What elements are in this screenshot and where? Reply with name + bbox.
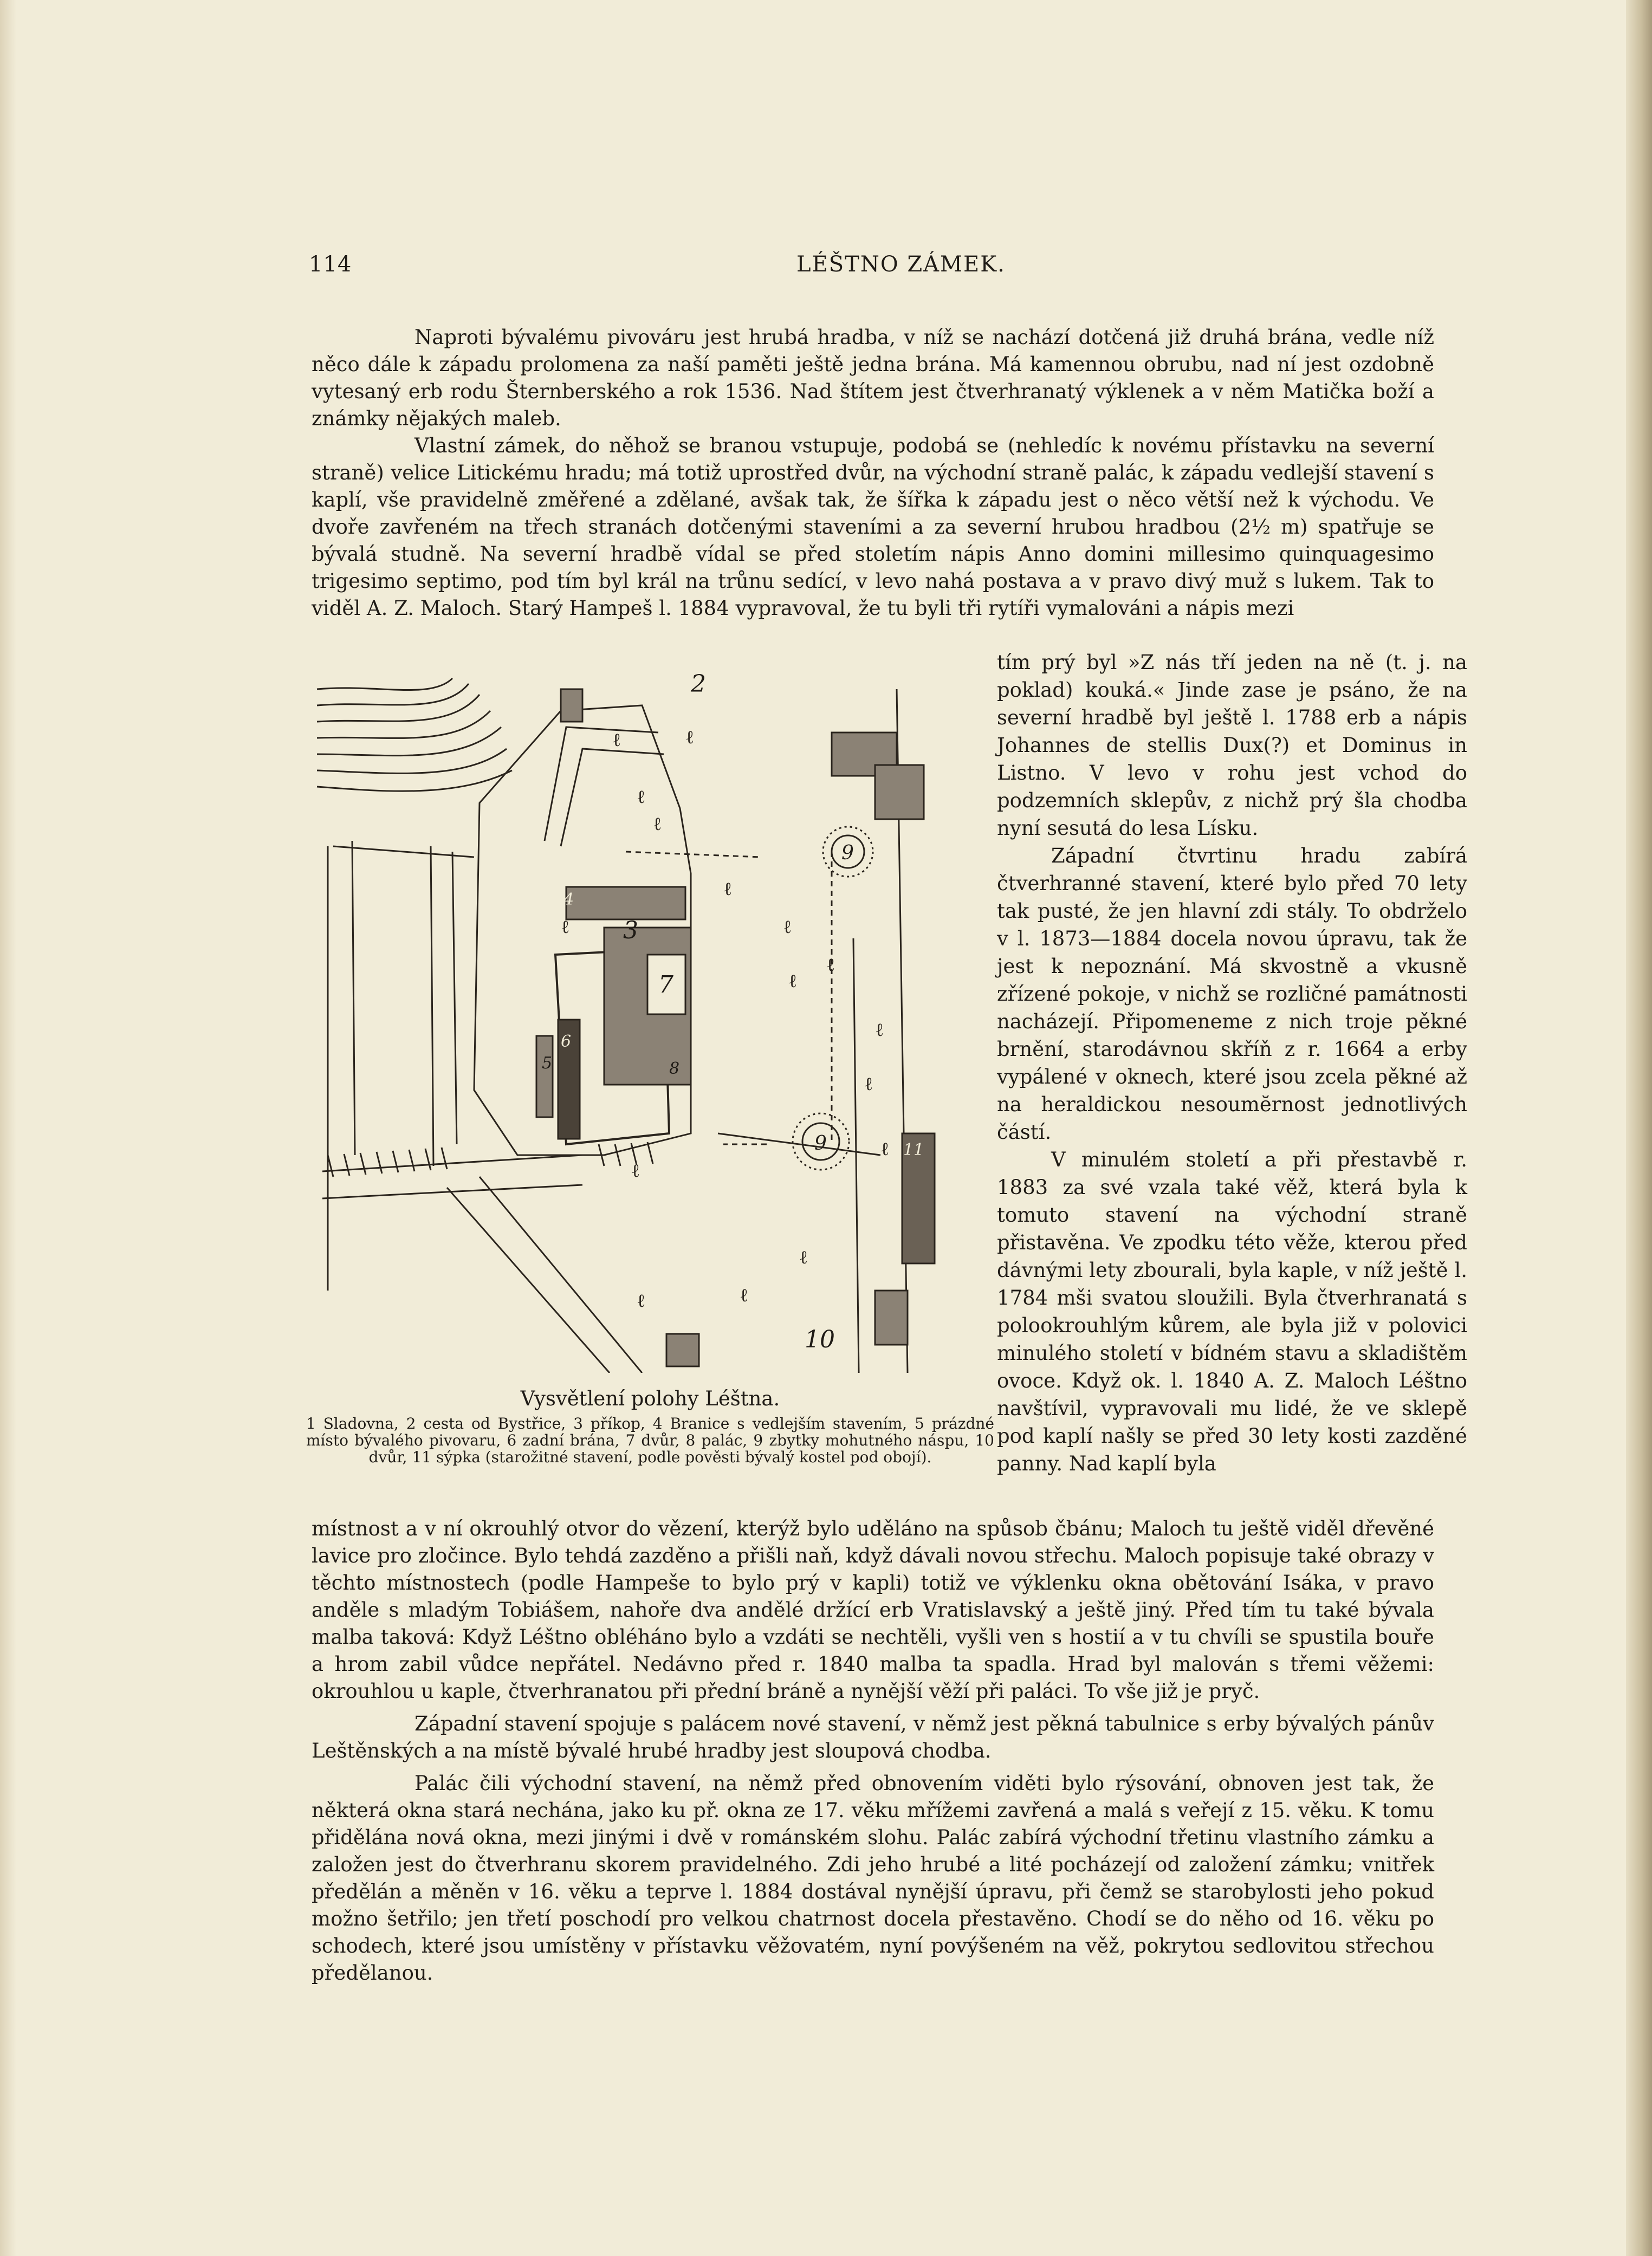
castle-plan-figure	[312, 667, 989, 1373]
svg-text:ℓ: ℓ	[723, 878, 733, 900]
plan-label-moat: 3	[623, 917, 638, 944]
paragraph-zapadni-staveni: Západní stavení spojuje s palácem nové stavení, v němž jest pěkná tabulnice s erby bývalých pánův Leštěnských a na místě bývalé hrubé hradby jest sloupová chodba.	[312, 1712, 1434, 1762]
continuation-text	[312, 1515, 1434, 1987]
side-column-text	[997, 649, 1467, 1477]
svg-text:ℓ: ℓ	[561, 916, 570, 938]
castle-plan-map	[312, 667, 989, 1373]
page-header	[309, 252, 1528, 279]
svg-text:ℓ: ℓ	[864, 1073, 873, 1095]
paragraph-zapadni-ctvrtina: Západní čtvrtinu hradu zabírá čtverhranné stavení, které bylo před 70 lety tak pusté, že jen hlavní zdi stály. To obdrželo v l. 1873—1884 docela novou úpravu, tak že jest k nepoznání. Má skvostně a vkusně zřízené pokoje, v nichž se rozličné památnosti nacházejí. Připomeneme z nich troje pěkné brnění, starodávnou skříň z r. 1664 a erby vypálené v oknech, které jsou zcela pěkné až na heraldickou nesoumĕrnost jednotlivých částí.	[997, 844, 1467, 1144]
svg-text:ℓ: ℓ	[637, 786, 646, 808]
figure-caption	[306, 1387, 994, 1466]
svg-text:ℓ: ℓ	[612, 729, 621, 751]
paragraph-brana: Naproti bývalému pivováru jest hrubá hradba, v níž se nachází dotčená již druhá brána, vedle níž něco dále k západu prolomena za naší paměti ještě jedna brána. Má kamennou obrubu, nad ní jest ozdobně vytesaný erb rodu Šternberského a rok 1536. Nad štítem jest čtverhranatý výklenek a v něm Matička boží a známky nějakých maleb.	[312, 326, 1434, 430]
svg-text:ℓ: ℓ	[880, 1138, 890, 1160]
svg-text:ℓ: ℓ	[788, 970, 798, 992]
page-number: 114	[309, 252, 352, 277]
running-title: LÉŠTNO ZÁMEK.	[796, 252, 1006, 277]
plan-label-courtyard: 7	[658, 971, 673, 999]
paragraph-mistnost: místnost a v ní okrouhlý otvor do vězení, kterýž bylo uděláno na spůsob čbánu; Maloch tu ještě viděl dřevěné lavice pro zločince. Bylo tehdá zazděno a přišli naň, když dávali novou střechu. Maloch popisuje také obrazy v těchto místnostech (podle Hampeše to bylo prý v kapli) totiž ve výklenku okna obětování Isáka, v pravo anděle s mladým Tobiášem, nahoře dva andělé držící erb Vratislavský a ještě jiný. Před tím tu také bývala malba taková: Když Léštno obléháno bylo a vzdáti se nechtěli, vyšli ven s hostií a v tu chvíli se spustila bouře a hrom zabil vůdce nepřátel. Nedávno před r. 1840 malba ta spadla. Hrad byl malován s třemi věžemi: okrouhlou u kaple, čtverhranatou při přední bráně a nynější věží při paláci. To vše již je pryč.	[312, 1517, 1434, 1703]
svg-text:ℓ: ℓ	[799, 1247, 808, 1268]
svg-text:ℓ: ℓ	[783, 916, 792, 938]
svg-text:ℓ: ℓ	[653, 813, 662, 835]
plan-label-rampart-north: 9	[841, 842, 854, 864]
plan-label-granary: 11	[903, 1140, 924, 1159]
paragraph-vlastni-zamek: Vlastní zámek, do něhož se branou vstupuje, podobá se (nehledíc k novému přístavku na severní straně) velice Litickému hradu; má totiž uprostřed dvůr, na východní straně palác, k západu vedlejší stavení s kaplí, vše pravidelně změřené a zdělané, avšak tak, že šířka k západu jest o něco větší než k východu. Ve dvoře zavřeném na třech stranách dotčenými staveními a za severní hrubou hradbou (2½ m) spatřuje se bývalá studně. Na severní hradbě vídal se před stoletím nápis Anno domini millesimo quinquagesimo trigesimo septimo, pod tím byl král na trůnu sedící, v levo nahá postava a v pravo divý muž s lukem. Tak to viděl A. Z. Maloch. Starý Hampeš l. 1884 vypravoval, že tu byli tři rytíři vymalováni a nápis mezi	[312, 434, 1434, 620]
plan-label-road: 2	[691, 670, 706, 698]
svg-text:ℓ: ℓ	[631, 1160, 640, 1182]
plan-label-rampart-south: 9	[814, 1132, 827, 1155]
plan-label-rear-gate: 6	[561, 1032, 572, 1051]
paragraph-palac: Palác čili východní stavení, na němž před obnovením viděti bylo rýsování, obnoven jest tak, že některá okna stará nechána, jako ku př. okna ze 17. věku mřížemi zavřená a malá s veřejí z 15. věku. K tomu přidělána nová okna, mezi jinými i dvě v románském slohu. Palác zabírá východní třetinu vlastního zámku a založen jest do čtverhranu skorem pravidelného. Zdi jeho hrubé a lité pocházejí od založení zámku; vnitřek předělán a měněn v 16. věku a teprve l. 1884 dostával nynější úpravu, při čemž se starobylosti jeho pokud možno šetřilo; jen třetí poschodí pro velkou chatrnost docela přestavěno. Chodí se do něho od 16. věku po schodech, které jsou umístěny v přístavku věžovatém, nyní povýšeném na věž, pokrytou sedlovitou střechou předělanou.	[312, 1772, 1434, 1985]
plan-label-gatehouse: 4	[563, 890, 574, 909]
page-edge-right	[1626, 0, 1652, 2256]
paragraph-napis: tím prý byl »Z nás tří jeden na ně (t. j. na poklad) kouká.« Jinde zase je psáno, že na severní hradbě byl ještě l. 1788 erb a nápis Johannes de stellis Dux(?) et Dominus in Listno. V levo v rohu jest vchod do podzemních sklepův, z nichž prý šla chodba nyní sesutá do lesa Lísku.	[997, 651, 1467, 840]
page-edge-left	[0, 0, 16, 2256]
caption-title: Vysvětlení polohy Léštna.	[520, 1387, 780, 1410]
svg-text:ℓ: ℓ	[875, 1019, 884, 1041]
svg-text:ℓ: ℓ	[826, 954, 835, 976]
caption-legend: 1 Sladovna, 2 cesta od Bystřice, 3 příkop, 4 Branice s vedlejším stavením, 5 prázdné místo bývalého pivovaru, 6 zadní brána, 7 dvůr, 8 palác, 9 zbytky mohutného náspu, 10 dvůr, 11 sýpka (starožitné stavení, podle pověsti bývalý kostel pod obojí).	[306, 1415, 994, 1466]
plan-label-yard: 10	[805, 1326, 835, 1353]
svg-text:ℓ: ℓ	[685, 727, 695, 748]
plan-label-brewery: 5	[542, 1054, 553, 1073]
svg-text:ℓ: ℓ	[740, 1285, 749, 1306]
plan-label-palace: 8	[669, 1059, 680, 1078]
paragraph-vez: V minulém století a při přestavbě r. 1883 za své vzala také věž, která byla k tomuto stavení na východní straně přistavěna. Ve zpodku této věže, kterou před dávnými lety zbourali, byla kaple, v níž ještě l. 1784 mši svatou sloužili. Byla čtverhranatá s polookrouhlým kůrem, ale byla již v polovici minulého století v bídném stavu a skladištěm ovoce. Když ok. l. 1840 A. Z. Maloch Léštno navštívil, vypravovali mu lidé, že ve sklepě pod kaplí našly se před 30 lety kosti zazděné panny. Nad kaplí byla	[997, 1148, 1467, 1475]
svg-text:ℓ: ℓ	[637, 1290, 646, 1312]
intro-text	[312, 324, 1434, 622]
